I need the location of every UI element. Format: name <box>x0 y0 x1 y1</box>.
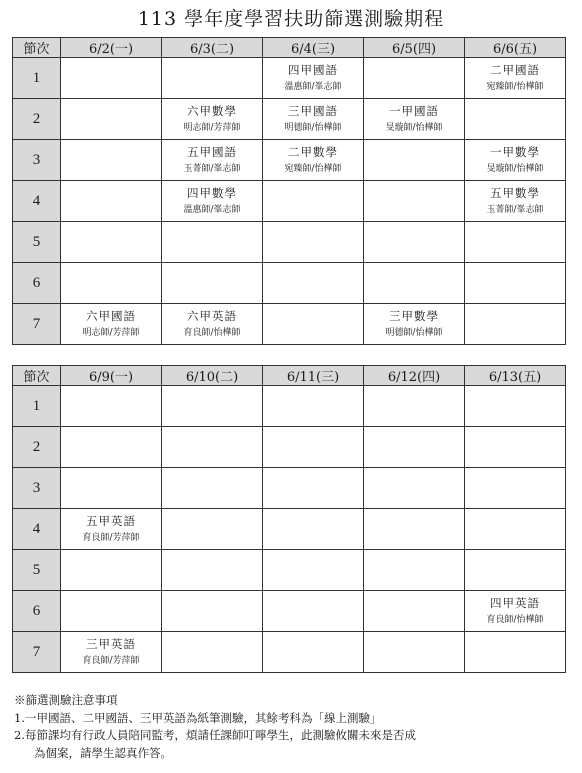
exam-cell <box>465 591 566 632</box>
empty-cell <box>364 632 465 673</box>
exam-subject: 一甲國語 <box>389 104 439 118</box>
empty-cell <box>162 263 263 304</box>
exam-cell <box>61 304 162 345</box>
empty-cell <box>465 99 566 140</box>
empty-cell <box>465 386 566 427</box>
table-row <box>13 550 566 591</box>
empty-cell <box>364 263 465 304</box>
empty-cell <box>61 263 162 304</box>
empty-cell <box>61 99 162 140</box>
date-header: 6/5(四) <box>364 38 465 58</box>
period-number: 3 <box>13 468 61 509</box>
empty-cell <box>465 509 566 550</box>
empty-cell <box>162 222 263 263</box>
empty-cell <box>364 222 465 263</box>
exam-subject: 六甲數學 <box>187 104 237 118</box>
exam-teachers: 育良師/怡樺師 <box>183 328 241 338</box>
empty-cell <box>263 304 364 345</box>
exam-subject: 三甲國語 <box>288 104 338 118</box>
exam-teachers: 育良師/怡樺師 <box>486 615 544 625</box>
empty-cell <box>162 591 263 632</box>
exam-cell <box>263 58 364 99</box>
exam-cell <box>364 99 465 140</box>
date-header: 6/9(一) <box>61 366 162 386</box>
note-item-1: 1.一甲國語、二甲國語、三甲英語為紙筆測驗，其餘考科為「線上測驗」 <box>14 710 382 725</box>
empty-cell <box>263 509 364 550</box>
exam-subject: 二甲國語 <box>490 63 540 77</box>
exam-teachers: 溫惠師/峯志師 <box>284 82 342 92</box>
empty-cell <box>465 632 566 673</box>
exam-teachers: 明志師/芳萍師 <box>82 328 140 338</box>
exam-teachers: 明德師/怡樺師 <box>385 328 443 338</box>
exam-teachers: 玉菁師/峯志師 <box>183 164 241 174</box>
empty-cell <box>263 632 364 673</box>
exam-subject: 三甲數學 <box>389 309 439 323</box>
period-number: 2 <box>13 99 61 140</box>
date-header: 6/11(三) <box>263 366 364 386</box>
exam-teachers: 溫惠師/峯志師 <box>183 205 241 215</box>
empty-cell <box>263 468 364 509</box>
empty-cell <box>364 591 465 632</box>
empty-cell <box>364 386 465 427</box>
table-row <box>13 222 566 263</box>
empty-cell <box>61 140 162 181</box>
exam-cell <box>263 140 364 181</box>
table-row <box>13 263 566 304</box>
exam-teachers: 旻璇師/怡樺師 <box>385 123 443 133</box>
empty-cell <box>263 222 364 263</box>
empty-cell <box>263 427 364 468</box>
exam-subject: 六甲英語 <box>187 309 237 323</box>
table-row <box>13 140 566 181</box>
page-title: 113 學年度學習扶助篩選測驗期程 <box>137 8 445 30</box>
empty-cell <box>364 58 465 99</box>
date-header: 6/12(四) <box>364 366 465 386</box>
table-row <box>13 632 566 673</box>
table-row <box>13 181 566 222</box>
exam-cell <box>162 304 263 345</box>
exam-cell <box>465 58 566 99</box>
exam-teachers: 玉菁師/峯志師 <box>486 205 544 215</box>
exam-subject: 四甲數學 <box>187 186 237 200</box>
table-row <box>13 304 566 345</box>
empty-cell <box>61 468 162 509</box>
empty-cell <box>263 386 364 427</box>
empty-cell <box>364 509 465 550</box>
empty-cell <box>162 468 263 509</box>
exam-cell <box>465 140 566 181</box>
empty-cell <box>162 427 263 468</box>
period-number: 4 <box>13 181 61 222</box>
exam-subject: 四甲國語 <box>288 63 338 77</box>
exam-subject: 五甲數學 <box>490 186 540 200</box>
exam-subject: 四甲英語 <box>490 596 540 610</box>
period-number: 5 <box>13 222 61 263</box>
period-number: 4 <box>13 509 61 550</box>
table-row <box>13 509 566 550</box>
empty-cell <box>465 263 566 304</box>
empty-cell <box>364 181 465 222</box>
empty-cell <box>364 427 465 468</box>
notes-section <box>14 692 574 762</box>
note-item-2-continued: 為個案，請學生認真作答。 <box>34 745 172 760</box>
exam-teachers: 明德師/怡樺師 <box>284 123 342 133</box>
exam-cell <box>465 181 566 222</box>
exam-cell <box>364 304 465 345</box>
empty-cell <box>61 181 162 222</box>
note-item-2: 2.每節課均有行政人員陪同監考，煩請任課師叮嚀學生，此測驗攸關未來是否成 <box>14 728 416 742</box>
table-row <box>13 99 566 140</box>
notes-heading: ※篩選測驗注意事項 <box>14 693 118 707</box>
period-number: 5 <box>13 550 61 591</box>
table-row <box>13 591 566 632</box>
empty-cell <box>162 550 263 591</box>
exam-subject: 三甲英語 <box>86 637 136 651</box>
empty-cell <box>61 222 162 263</box>
period-number: 6 <box>13 591 61 632</box>
exam-cell <box>162 181 263 222</box>
schedule-table-week-2 <box>12 365 566 673</box>
period-header: 節次 <box>13 38 61 58</box>
exam-teachers: 明志師/芳萍師 <box>183 123 241 133</box>
empty-cell <box>61 427 162 468</box>
empty-cell <box>465 222 566 263</box>
empty-cell <box>364 468 465 509</box>
empty-cell <box>364 140 465 181</box>
period-number: 7 <box>13 632 61 673</box>
exam-teachers: 宛臻師/怡樺師 <box>284 164 342 174</box>
date-header: 6/6(五) <box>465 38 566 58</box>
exam-cell <box>162 99 263 140</box>
period-number: 3 <box>13 140 61 181</box>
empty-cell <box>162 58 263 99</box>
date-header: 6/3(二) <box>162 38 263 58</box>
empty-cell <box>263 591 364 632</box>
header-row <box>13 38 566 58</box>
empty-cell <box>162 632 263 673</box>
date-header: 6/2(一) <box>61 38 162 58</box>
empty-cell <box>465 550 566 591</box>
exam-subject: 五甲國語 <box>187 145 237 159</box>
empty-cell <box>465 304 566 345</box>
exam-cell <box>162 140 263 181</box>
exam-cell <box>61 509 162 550</box>
exam-teachers: 宛臻師/怡樺師 <box>486 82 544 92</box>
header-row <box>13 366 566 386</box>
table-row <box>13 427 566 468</box>
exam-subject: 六甲國語 <box>86 309 136 323</box>
table-row <box>13 386 566 427</box>
exam-subject: 二甲數學 <box>288 145 338 159</box>
period-header: 節次 <box>13 366 61 386</box>
exam-teachers: 旻璇師/怡樺師 <box>486 164 544 174</box>
empty-cell <box>162 386 263 427</box>
empty-cell <box>263 263 364 304</box>
empty-cell <box>263 550 364 591</box>
empty-cell <box>61 58 162 99</box>
period-number: 1 <box>13 58 61 99</box>
exam-cell <box>263 99 364 140</box>
period-number: 7 <box>13 304 61 345</box>
empty-cell <box>263 181 364 222</box>
empty-cell <box>364 550 465 591</box>
date-header: 6/13(五) <box>465 366 566 386</box>
table-row <box>13 58 566 99</box>
empty-cell <box>162 509 263 550</box>
empty-cell <box>465 427 566 468</box>
empty-cell <box>61 386 162 427</box>
empty-cell <box>61 591 162 632</box>
empty-cell <box>61 550 162 591</box>
date-header: 6/4(三) <box>263 38 364 58</box>
date-header: 6/10(二) <box>162 366 263 386</box>
exam-cell <box>61 632 162 673</box>
schedule-table-week-1 <box>12 37 566 345</box>
table-row <box>13 468 566 509</box>
exam-subject: 五甲英語 <box>86 514 136 528</box>
period-number: 6 <box>13 263 61 304</box>
exam-subject: 一甲數學 <box>490 145 540 159</box>
exam-teachers: 育良師/芳萍師 <box>82 656 140 666</box>
period-number: 2 <box>13 427 61 468</box>
exam-teachers: 育良師/芳萍師 <box>82 533 140 543</box>
empty-cell <box>465 468 566 509</box>
period-number: 1 <box>13 386 61 427</box>
